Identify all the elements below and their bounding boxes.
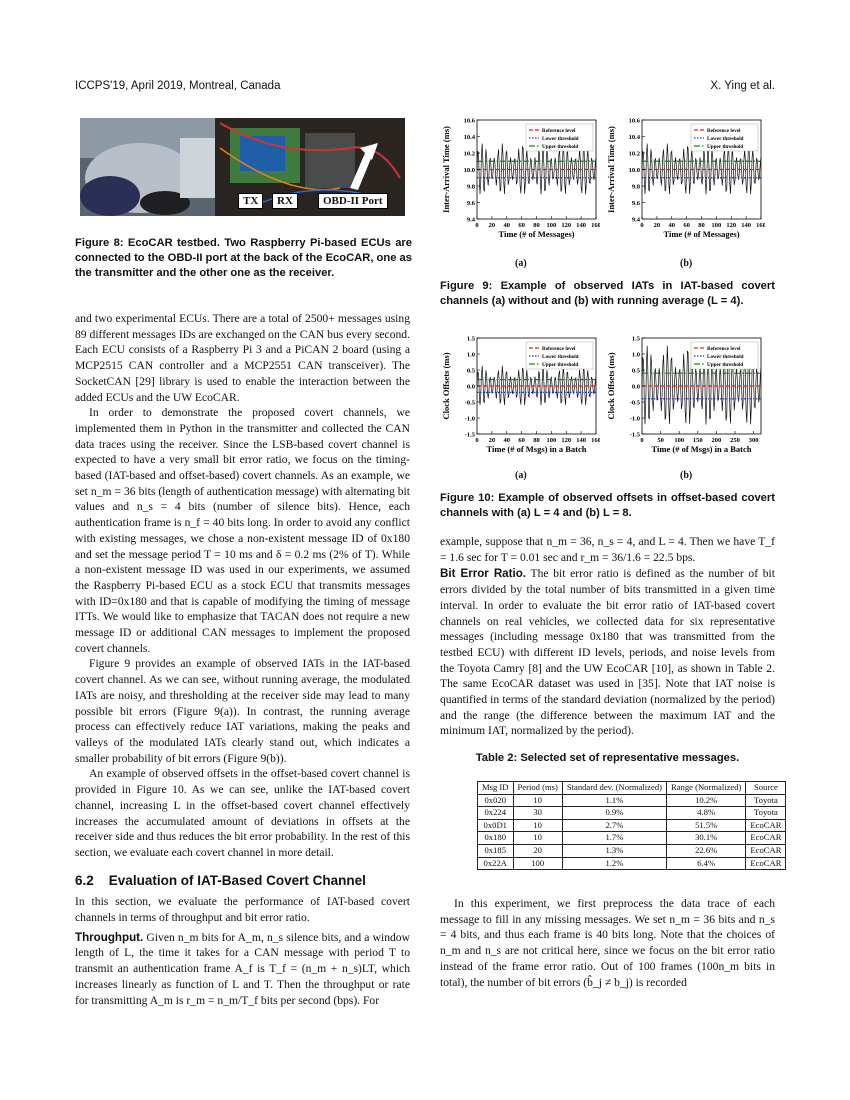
- x-tick-label: 100: [546, 437, 557, 444]
- x-tick-label: 250: [730, 437, 740, 444]
- legend-label: Upper threshold: [542, 144, 579, 150]
- table-cell: 6.4%: [666, 857, 745, 870]
- x-tick-label: 50: [657, 437, 664, 444]
- legend-label: Reference level: [542, 346, 576, 352]
- x-tick-label: 100: [711, 222, 722, 229]
- paragraph: Figure 9 provides an example of observed IATs in the IAT-based covert channel. As we can see, without running average, the modulated IATs are noisy, and thresholding at the receiver side may lead to many possible bit errors (Figure 9(a)). In contrast, the running average process can effectively reduce IAT variations, making the peaks and valleys of the modulated IATs clearly stand out, which indicates a smaller probability of bit errors (Figure 9(b)).: [75, 657, 410, 765]
- legend-label: Reference level: [542, 128, 576, 134]
- legend-label: Lower threshold: [542, 354, 579, 360]
- y-tick-label: 0.0: [631, 383, 640, 391]
- table-header-cell: Source: [746, 782, 786, 795]
- x-tick-label: 20: [488, 437, 496, 444]
- y-axis-label: Clock Offsets (ms): [606, 352, 616, 420]
- testbed-photo: [80, 118, 405, 216]
- y-tick-label: 10.6: [628, 117, 640, 125]
- y-tick-label: 1.5: [631, 335, 640, 343]
- x-tick-label: 100: [546, 222, 557, 229]
- fig9a-label: (a): [515, 258, 527, 269]
- table-cell: 10: [513, 819, 562, 832]
- table-cell: 0x224: [478, 807, 514, 820]
- run-in-heading: Bit Error Ratio.: [440, 567, 527, 581]
- y-tick-label: 1.5: [466, 335, 475, 343]
- table-cell: 1.2%: [562, 857, 666, 870]
- table2-caption: Table 2: Selected set of representative messages.: [475, 752, 740, 764]
- paragraph: In order to demonstrate the proposed covert channels, we implemented them in Python in the transmitter and collected the CAN data traces using the receiver. Since the LSB-based covert channel is expected to have a very small bit error ratio, we focus on the timing-based (IAT-based and offset-based) covert channels. As an example, we set n_m = 36 bits (length of authentication message) with alternating bit values and n_s = 4 bits (number of silence bits). Hence, each authentication frame is n_f = 40 bits long. In order to avoid any conflict with existing messages, we chose a non-existent message ID of 0x180 and set the message period T = 10 ms and δ = 0.2 ms (2% of T). While a non-existent message ID was used in our experiments, we assumed the Raspberry Pi-based ECU as a stock ECU that transmits messages with ID=0x180 and that is capable of modifying the timing of message ITTs. We would like to emphasize that TACAN does not require a new message ID or additional CAN messages to implement the proposed covert channels.: [75, 406, 410, 655]
- table-cell: 2.7%: [562, 819, 666, 832]
- paragraph: An example of observed offsets in the offset-based covert channel is provided in Figure 10. As we can see, unlike the IAT-based covert channel, increasing L in the offset-based covert channel effectively increases the accumulated amount of deviations in offsets at the receiver side and thus reduces the bit error probability. In the rest of this section, we evaluate each covert channel in more detail.: [75, 767, 410, 859]
- table-header-cell: Msg ID: [478, 782, 514, 795]
- table-cell: 4.8%: [666, 807, 745, 820]
- photo-label-obd: OBD-II Port: [318, 193, 388, 209]
- table-row: [478, 832, 786, 845]
- y-tick-label: 9.8: [631, 183, 640, 191]
- y-axis-label: Inter-Arrival Time (ms): [441, 126, 451, 213]
- y-tick-label: 10.2: [463, 150, 475, 158]
- run-in-heading: Throughput.: [75, 930, 144, 944]
- figure10-caption: Figure 10: Example of observed offsets in offset-based covert channels with (a) L = 4 and (b) L = 8.: [440, 492, 775, 520]
- fig9a-plot: [440, 112, 600, 247]
- y-tick-label: 10.0: [628, 167, 640, 174]
- table-cell: EcoCAR: [746, 844, 786, 857]
- y-tick-label: -0.5: [629, 399, 640, 407]
- y-tick-label: 9.6: [466, 200, 475, 207]
- y-tick-label: 9.4: [466, 216, 475, 224]
- paragraph: example, suppose that n_m = 36, n_s = 4, and L = 4. Then we have T_f = 1.6 sec for T = 0.01 sec and r_m = 36/1.6 = 22.5 bps.: [440, 535, 775, 564]
- running-header-left: ICCPS'19, April 2019, Montreal, Canada: [75, 80, 281, 92]
- y-tick-label: -1.5: [629, 431, 640, 439]
- x-tick-label: 140: [576, 437, 586, 444]
- legend-label: Upper threshold: [707, 144, 744, 150]
- y-axis-label: Clock Offsets (ms): [441, 352, 451, 420]
- x-tick-label: 60: [683, 222, 690, 229]
- x-tick-label: 40: [668, 222, 675, 229]
- paragraph-throughput: [75, 930, 410, 1009]
- table-cell: 1.3%: [562, 844, 666, 857]
- table-cell: 0x0D1: [478, 819, 514, 832]
- legend-label: Reference level: [707, 346, 741, 352]
- table-cell: 10: [513, 794, 562, 807]
- y-tick-label: 1.0: [466, 351, 475, 359]
- y-tick-label: 9.6: [631, 200, 640, 207]
- table-header-cell: Standard dev. (Normalized): [562, 782, 666, 795]
- paragraph: and two experimental ECUs. There are a total of 2500+ messages using 89 different messages IDs are exchanged on the CAN bus every second. Each ECU consists of a Raspberry Pi 3 and a PiCAN 2 board (using a MCP2515 CAN controller and a MCP2551 CAN transceiver). The SocketCAN [29] library is used to enable the interaction between the added ECUs and the UW EcoCAR.: [75, 312, 410, 404]
- x-tick-label: 120: [726, 222, 737, 229]
- legend-label: Upper threshold: [707, 362, 744, 368]
- x-tick-label: 160: [591, 437, 600, 444]
- fig9b-label: (b): [680, 258, 693, 269]
- y-tick-label: -1.0: [629, 415, 640, 423]
- section-number: 6.2: [75, 872, 94, 888]
- table-cell: Toyota: [746, 807, 786, 820]
- table-cell: 0x180: [478, 832, 514, 845]
- x-tick-label: 60: [518, 437, 525, 444]
- table-cell: 30: [513, 807, 562, 820]
- paragraph: In this experiment, we first preprocess the data trace of each message to fill in any missing messages. We set n_m = 36 bits and n_s = 4 bits, and thus each frame is 40 bits long. Note that the choices of n_m and n_s are not critical here, since we focus on the bit error ratio instead of the frame error ratio. Out of 100 frames (100n_m bits in total), the number of bit errors (b̂_j ≠ b_j) is recorded: [440, 897, 775, 989]
- legend-label: Upper threshold: [542, 362, 579, 368]
- table-row: [478, 844, 786, 857]
- table-row: [478, 794, 786, 807]
- x-tick-label: 300: [748, 437, 759, 444]
- fig10a-label: (a): [515, 470, 527, 481]
- table-header-cell: Range (Normalized): [666, 782, 745, 795]
- table-cell: Toyota: [746, 794, 786, 807]
- x-tick-label: 160: [591, 222, 600, 229]
- x-tick-label: 80: [533, 437, 540, 444]
- paragraph-text: The bit error ratio is defined as the number of bit errors divided by the total number of bits transmitted in a given time interval. In order to evaluate the bit error ratio of IAT-based covert channels on real vehicles, we collected data for six representative messages (including message 0x180 that was transmitted from the testbed ECU) with different ID levels, periods, and noise levels from the Toyota Camry [8] and the UW EcoCAR [10], as shown in Table 2. The same EcoCAR dataset was used in [35]. Note that IAT noise is quantified in terms of the standard deviation (normalized by the period) and the range (the difference between the maximum IAT and the minimum IAT, normalized by the period).: [440, 567, 776, 738]
- table-cell: 10.2%: [666, 794, 745, 807]
- table-cell: EcoCAR: [746, 832, 786, 845]
- x-tick-label: 120: [561, 222, 572, 229]
- section-title: Evaluation of IAT-Based Covert Channel: [108, 872, 366, 888]
- table-cell: 20: [513, 844, 562, 857]
- y-tick-label: 10.0: [463, 167, 475, 174]
- section-heading: [75, 873, 410, 889]
- fig10a-plot: [440, 330, 600, 462]
- table-cell: 0.9%: [562, 807, 666, 820]
- x-tick-label: 120: [561, 437, 572, 444]
- y-tick-label: 10.4: [628, 134, 640, 141]
- table-cell: 10: [513, 832, 562, 845]
- x-tick-label: 40: [503, 222, 510, 229]
- x-axis-label: Time (# of Msgs) in a Batch: [651, 444, 752, 454]
- table2: [477, 781, 786, 870]
- table-cell: 30.1%: [666, 832, 745, 845]
- figure9-caption: Figure 9: Example of observed IATs in IAT-based covert channels (a) without and (b) with running average (L = 4).: [440, 280, 775, 308]
- y-axis-label: Inter-Arrival Time (ms): [606, 126, 616, 213]
- x-tick-label: 20: [488, 222, 496, 229]
- table-row: [478, 857, 786, 870]
- table-cell: EcoCAR: [746, 857, 786, 870]
- paragraph: In this section, we evaluate the performance of IAT-based covert channels in terms of throughput and bit error ratio.: [75, 895, 410, 925]
- table-cell: 1.1%: [562, 794, 666, 807]
- x-tick-label: 0: [640, 437, 644, 444]
- legend-label: Lower threshold: [542, 136, 579, 142]
- x-tick-label: 60: [518, 222, 525, 229]
- table-cell: 100: [513, 857, 562, 870]
- fig9b-plot: [605, 112, 765, 247]
- y-tick-label: 0.5: [631, 367, 640, 375]
- x-axis-label: Time (# of Messages): [663, 229, 740, 239]
- x-tick-label: 200: [711, 437, 722, 444]
- y-tick-label: -1.0: [464, 415, 475, 423]
- x-tick-label: 40: [503, 437, 510, 444]
- x-axis-label: Time (# of Msgs) in a Batch: [486, 444, 587, 454]
- table-cell: 0x22A: [478, 857, 514, 870]
- table-cell: EcoCAR: [746, 819, 786, 832]
- y-tick-label: 10.4: [463, 134, 475, 141]
- x-tick-label: 160: [756, 222, 765, 229]
- y-tick-label: 9.8: [466, 183, 475, 191]
- photo-label-tx: TX: [238, 193, 263, 209]
- x-tick-label: 140: [741, 222, 751, 229]
- x-tick-label: 0: [475, 437, 479, 444]
- x-tick-label: 140: [576, 222, 586, 229]
- y-tick-label: 9.4: [631, 216, 640, 224]
- y-tick-label: -0.5: [464, 399, 475, 407]
- legend-label: Reference level: [707, 128, 741, 134]
- fig10b-label: (b): [680, 470, 693, 481]
- table-row: [478, 819, 786, 832]
- y-tick-label: 0.5: [466, 367, 475, 375]
- data-trace: [477, 366, 596, 406]
- table-cell: 51.5%: [666, 819, 745, 832]
- x-tick-label: 20: [653, 222, 661, 229]
- y-tick-label: 0.0: [466, 383, 475, 391]
- x-tick-label: 0: [475, 222, 479, 229]
- right-column: [440, 534, 775, 739]
- y-tick-label: 1.0: [631, 351, 640, 359]
- figure8-caption: Figure 8: EcoCAR testbed. Two Raspberry Pi-based ECUs are connected to the OBD-II port at the back of the EcoCAR, one as the transmitter and the other one as the receiver.: [75, 237, 412, 280]
- table-cell: 1.7%: [562, 832, 666, 845]
- table-cell: 0x185: [478, 844, 514, 857]
- left-column: [75, 311, 410, 1008]
- table-header-cell: Period (ms): [513, 782, 562, 795]
- x-tick-label: 80: [698, 222, 705, 229]
- x-tick-label: 80: [533, 222, 540, 229]
- paragraph-text: Given n_m bits for A_m, n_s silence bits, and a window length of L, the time it takes for a CAN message with period T to transmit an authentication frame A_f is T_f = (n_m + n_s)LT, which increases linearly as function of L and T. Then the throughput or rate for transmitting A_m is r_m = n_m/T_f bits per second (bps). For: [75, 930, 410, 1007]
- x-tick-label: 100: [674, 437, 685, 444]
- table-cell: 22.6%: [666, 844, 745, 857]
- photo-label-rx: RX: [272, 193, 298, 209]
- fig10b-plot: [605, 330, 765, 462]
- y-tick-label: -1.5: [464, 431, 475, 439]
- legend-label: Lower threshold: [707, 136, 744, 142]
- running-header-right: X. Ying et al.: [710, 80, 775, 92]
- y-tick-label: 10.6: [463, 117, 475, 125]
- y-tick-label: 10.2: [628, 150, 640, 158]
- paragraph-ber: [440, 566, 775, 739]
- x-tick-label: 0: [640, 222, 644, 229]
- legend-label: Lower threshold: [707, 354, 744, 360]
- table-row: [478, 807, 786, 820]
- x-axis-label: Time (# of Messages): [498, 229, 575, 239]
- x-tick-label: 150: [692, 437, 703, 444]
- table-cell: 0x020: [478, 794, 514, 807]
